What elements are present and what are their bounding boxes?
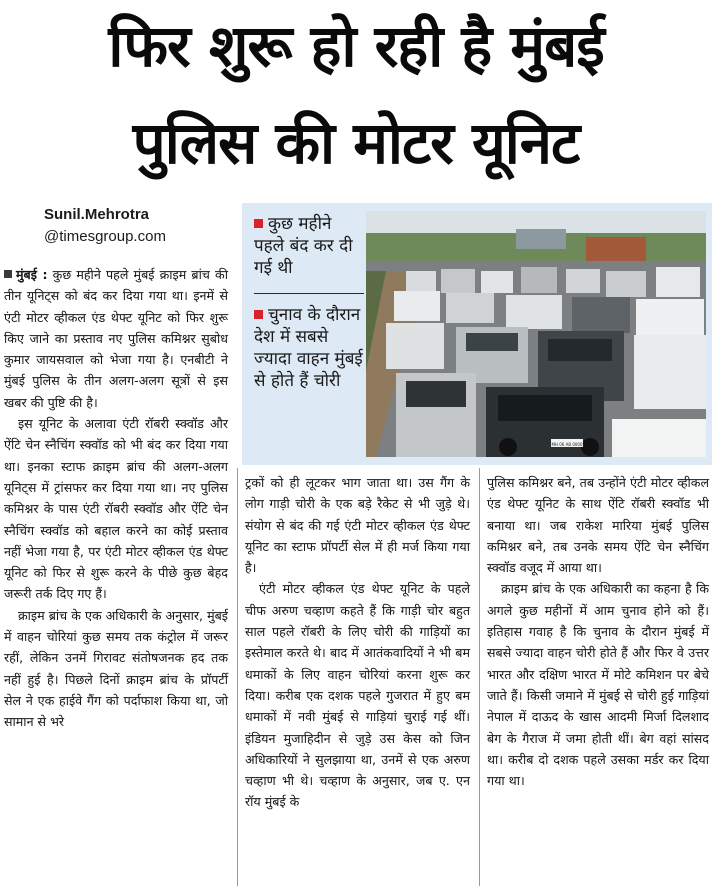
traffic-jam-image [366, 211, 706, 457]
callout-points [254, 213, 364, 392]
byline [44, 204, 166, 248]
article-paragraph: इस यूनिट के अलावा एंटी रॉबरी स्क्वॉड और ऐंटि चेन स्नैचिंग स्क्वॉड को भी बंद कर दिया गया था। इनका स्टाफ क्राइम ब्रांच की अलग-अलग यूनिट्स में ट्रांसफर कर दिया गया था। नए पुलिस कमिश्नर के पास एंटी रॉबरी स्क्वॉड और ऐंटि चेन स्नैचिंग स्क्वॉड को बहाल करने का कोई प्रस्ताव नहीं भेजा गया है, पर एंटी मोटर व्हीकल एंड थेफ्ट यूनिट को फिर से शुरू करने के पीछे कुछ बेहद जरूरी तर्क दिए गए हैं। [4, 416, 228, 602]
callout-point-1-text: कुछ महीने पहले बंद कर दी गई थी [254, 214, 353, 278]
callout-point-1 [254, 213, 364, 279]
author-email: @timesgroup.com [44, 228, 166, 245]
author-name: Sunil.Mehrotra [44, 206, 150, 223]
headline-line-2: पुलिस की मोटर यूनिट [132, 109, 580, 177]
callout-point-2-text: चुनाव के दौरान देश में सबसे ज्यादा वाहन मुंबई से होते हैं चोरी [254, 305, 363, 391]
red-square-bullet-icon [254, 219, 263, 228]
column-divider [479, 468, 480, 886]
article-paragraph: पुलिस कमिश्नर बने, तब उन्होंने एंटी मोटर व्हीकल एंड थेफ्ट यूनिट के साथ ऐंटि रॉबरी स्क्वॉड भी बनाया था। जब राकेश मारिया मुंबई पुलिस कमिश्नर बने, तब उनके समय ऐंटि चेन स्नैचिंग स्क्वॉड वजूद में आया था। [487, 475, 709, 576]
license-plate-text: MH 06 AB 0000 [551, 442, 583, 447]
article-paragraph: ट्रकों को ही लूटकर भाग जाता था। उस गैंग के लोग गाड़ी चोरी के एक बड़े रैकेट से भी जुड़े थे। संयोग से बंद की गई एंटी मोटर व्हीकल एंड थेफ्ट यूनिट का स्टाफ प्रॉपर्टी सेल में ही मर्ज किया गया है। [245, 475, 470, 576]
article-column-2 [245, 472, 470, 813]
column-divider [237, 468, 238, 886]
article-column-1 [4, 264, 228, 733]
article-paragraph [4, 264, 228, 413]
dateline-square-icon [4, 270, 12, 278]
dateline: मुंबई : [16, 267, 48, 282]
red-square-bullet-icon [254, 310, 263, 319]
callout-point-2 [254, 304, 364, 392]
traffic-photo [366, 211, 706, 457]
article-paragraph: एंटी मोटर व्हीकल एंड थेफ्ट यूनिट के पहले चीफ अरुण चव्हाण कहते हैं कि गाड़ी चोर बहुत साल पहले रॉबरी के लिए चोरी की गाड़ियों का इस्तेमाल करते थे। बाद में आतंकवादियों ने भी बम धमाकों के लिए वाहन चोरियां करना शुरू कर दिया। करीब एक दशक पहले गुजरात में हुए बम धमाकों में नवी मुंबई से गाड़ियां चुराई गई थीं। इंडियन मुजाहिदीन से जुड़े उस केस को जिन अधिकारियों ने सुलझाया था, उनमें से एक अरुण चव्हाण भी थे। चव्हाण के अनुसार, जब ए. एन रॉय मुंबई के [245, 581, 470, 810]
article-paragraph: क्राइम ब्रांच के एक अधिकारी के अनुसार, मुंबई में वाहन चोरियां कुछ समय तक कंट्रोल में जरूर रहीं, लेकिन उनमें गिरावट संतोषजनक हद तक नहीं हुई है। पिछले दिनों क्राइम ब्रांच के प्रॉपर्टी सेल ने एक हाईवे गैंग को पर्दाफाश किया था, जो सामान से भरे [4, 607, 228, 730]
article-paragraph: क्राइम ब्रांच के एक अधिकारी का कहना है कि अगले कुछ महीनों में आम चुनाव होने को हैं। इतिहास गवाह है कि चुनाव के दौरान मुंबई में सबसे ज्यादा वाहन चोरी होते हैं और फिर वे उत्तर भारत और दक्षिण भारत में मोटे कमिशन पर बेचे जाते हैं। किसी जमाने में मुंबई से चोरी हुई गाड़ियां नेपाल में दाऊद के खास आदमी मिर्जा दिलशाद बेग के गैराज में जमा होती थीं। बेग वहां सांसद था। करीब दो दशक पहले उसका मर्डर कर दिया गया था। [487, 581, 709, 789]
article-column-3 [487, 472, 709, 791]
callout-divider [254, 293, 364, 294]
headline-line-1: फिर शुरू हो रही है मुंबई [108, 12, 604, 80]
article-paragraph-text: कुछ महीने पहले मुंबई क्राइम ब्रांच की तीन यूनिट्स को बंद कर दिया गया था। इनमें से एंटी मोटर व्हीकल एंड थेफ्ट यूनिट को फिर शुरू किए जाने का प्रस्ताव नए पुलिस कमिश्नर सुबोध कुमार जायसवाल को भेजा गया है। एनबीटी ने मुंबई पुलिस के तीन अलग-अलग सूत्रों से इस खबर की पुष्टि की है। [4, 267, 228, 410]
